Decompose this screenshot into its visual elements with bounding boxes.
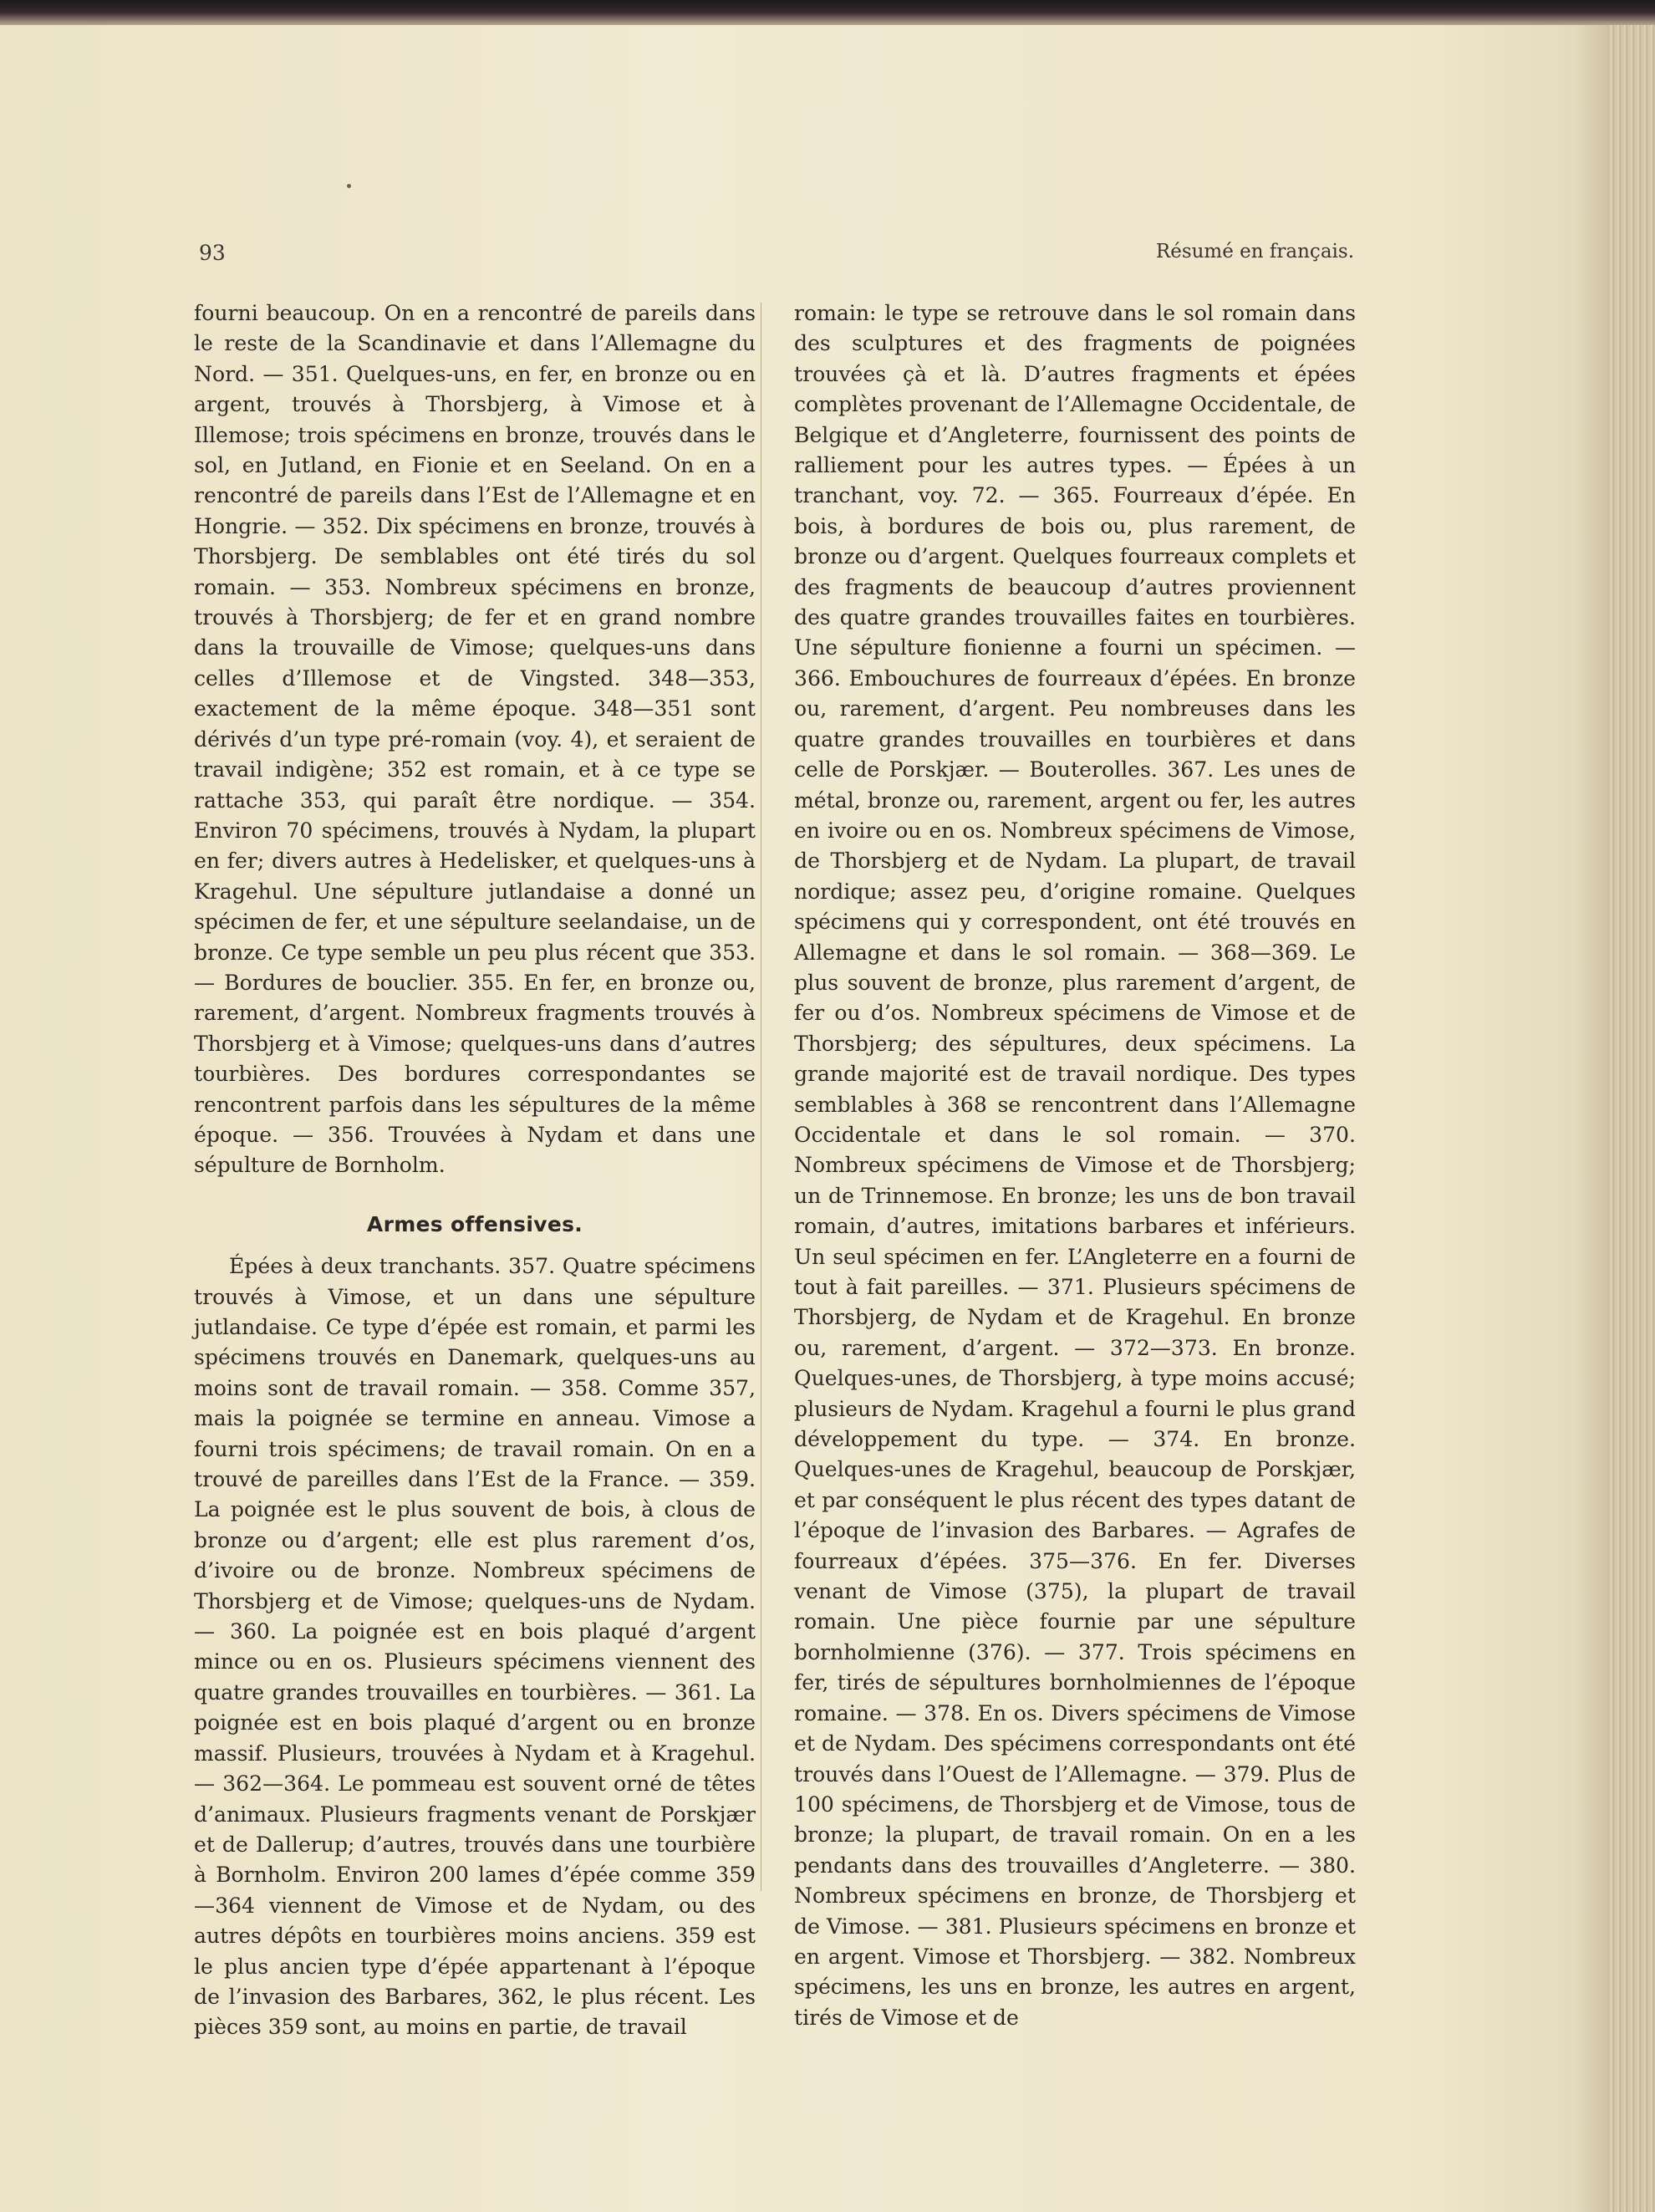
running-title: Résumé en français. [1155,241,1354,262]
left-column [194,298,756,2043]
running-head [199,241,1354,274]
left-paragraph-2: Épées à deux tranchants. 357. Quatre spécimens trouvés à Vimose, et un dans une sépulture jutlandaise. Ce type d’épée est romain, et parmi les spécimens trouvés en Danemark, quelques-uns au moins sont de travail romain. — 358. Comme 357, mais la poignée se termine en anneau. Vimose a fourni trois spécimens; de travail romain. On en a trouvé de pareilles dans l’Est de la France. — 359. La poignée est le plus souvent de bois, à clous de bronze ou d’argent; elle est plus rarement d’os, d’ivoire ou de bronze. Nombreux spécimens de Thorsbjerg et de Vimose; quelques-uns de Nydam. — 360. La poignée est en bois plaqué d’argent mince ou en os. Plusieurs spécimens viennent des quatre grandes trouvailles en tourbières. — 361. La poignée est en bois plaqué d’argent ou en bronze massif. Plusieurs, trouvées à Nydam et à Kragehul. — 362—364. Le pommeau est souvent orné de têtes d’animaux. Plusieurs fragments venant de Porskjær et de Dallerup; d’autres, trouvés dans une tourbière à Bornholm. Environ 200 lames d’épée comme 359—364 viennent de Vimose et de Nydam, ou des autres dépôts en tourbières moins anciens. 359 est le plus ancien type d’épée appartenant à l’époque de l’invasion des Barbares, 362, le plus récent. Les pièces 359 sont, au moins en partie, de travail [194,1254,756,2040]
page-curl-shadow [1576,25,1609,2212]
section-heading: Armes offensives. [366,1211,583,1236]
book-binding-edge [0,0,1655,25]
page-number: 93 [199,241,226,265]
right-column [794,298,1356,2033]
ink-speck [347,184,351,188]
page-edges [1609,25,1655,2212]
right-paragraph-1: romain: le type se retrouve dans le sol romain dans des sculptures et des fragments de poignées trouvées çà et là. D’autres fragments et épées complètes provenant de l’Allemagne Occidentale, de Belgique et d’Angleterre, fournissent des points de ralliement pour les autres types. — Épées à un tranchant, voy. 72. — 365. Fourreaux d’épée. En bois, à bordures de bois ou, plus rarement, de bronze ou d’argent. Quelques fourreaux complets et des fragments de beaucoup d’autres proviennent des quatre grandes trouvailles faites en tourbières. Une sépulture fionienne a fourni un spécimen. — 366. Embouchures de fourreaux d’épées. En bronze ou, rarement, d’argent. Peu nombreuses dans les quatre grandes trouvailles en tourbières et dans celle de Porskjær. — Bouterolles. 367. Les unes de métal, bronze ou, rarement, argent ou fer, les autres en ivoire ou en os. Nombreux spécimens de Vimose, de Thorsbjerg et de Nydam. La plupart, de travail nordique; assez peu, d’origine romaine. Quelques spécimens qui y correspondent, ont été trouvés en Allemagne et dans le sol romain. — 368—369. Le plus souvent de bronze, plus rarement d’argent, de fer ou d’os. Nombreux spécimens de Vimose et de Thorsbjerg; des sépultures, deux spécimens. La grande majorité est de travail nordique. Des types semblables à 368 se rencontrent dans l’Allemagne Occidentale et dans le sol romain. — 370. Nombreux spécimens de Vimose et de Thorsbjerg; un de Trinnemose. En bronze; les uns de bon travail romain, d’autres, imitations barbares et inférieurs. Un seul spécimen en fer. L’Angleterre en a fourni de tout à fait pareilles. — 371. Plusieurs spécimens de Thorsbjerg, de Nydam et de Kragehul. En bronze ou, rarement, d’argent. — 372—373. En bronze. Quelques-unes, de Thorsbjerg, à type moins accusé; plusieurs de Nydam. Kragehul a fourni le plus grand développement du type. — 374. En bronze. Quelques-unes de Kragehul, beaucoup de Porskjær, et par conséquent le plus récent des types datant de l’époque de l’invasion des Barbares. — Agrafes de fourreaux d’épées. 375—376. En fer. Diverses venant de Vimose (375), la plupart de travail romain. Une pièce fournie par une sépulture bornholmienne (376). — 377. Trois spécimens en fer, tirés de sépultures bornholmiennes de l’époque romaine. — 378. En os. Divers spécimens de Vimose et de Nydam. Des spécimens correspondants ont été trouvés dans l’Ouest de l’Allemagne. — 379. Plus de 100 spécimens, de Thorsbjerg et de Vimose, tous de bronze; la plupart, de travail romain. On en a les pendants dans des trouvailles d’Angleterre. — 380. Nombreux spécimens en bronze, de Thorsbjerg et de Vimose. — 381. Plusieurs spécimens en bronze et en argent. Vimose et Thorsbjerg. — 382. Nombreux spécimens, les uns en bronze, les autres en argent, tirés de Vimose et de [794,301,1356,2030]
left-paragraph-1: fourni beaucoup. On en a rencontré de pareils dans le reste de la Scandinavie et dans l’Allemagne du Nord. — 351. Quelques-uns, en fer, en bronze ou en argent, trouvés à Thorsbjerg, à Vimose et à Illemose; trois spécimens en bronze, trouvés dans le sol, en Jutland, en Fionie et en Seeland. On en a rencontré de pareils dans l’Est de l’Allemagne et en Hongrie. — 352. Dix spécimens en bronze, trouvés à Thorsbjerg. De semblables ont été tirés du sol romain. — 353. Nombreux spécimens en bronze, trouvés à Thorsbjerg; de fer et en grand nombre dans la trouvaille de Vimose; quelques-uns dans celles d’Illemose et de Vingsted. 348—353, exactement de la même époque. 348—351 sont dérivés d’un type pré-romain (voy. 4), et seraient de travail indigène; 352 est romain, et à ce type se rattache 353, qui paraît être nordique. — 354. Environ 70 spécimens, trouvés à Nydam, la plupart en fer; divers autres à Hedelisker, et quelques-uns à Kragehul. Une sépulture jutlandaise a donné un spécimen de fer, et une sépulture seelandaise, un de bronze. Ce type semble un peu plus récent que 353. — Bordures de bouclier. 355. En fer, en bronze ou, rarement, d’argent. Nombreux fragments trouvés à Thorsbjerg et à Vimose; quelques-uns dans d’autres tourbières. Des bordures correspondantes se rencontrent parfois dans les sépultures de la même époque. — 356. Trouvées à Nydam et dans une sépulture de Bornholm. [194,301,756,1178]
